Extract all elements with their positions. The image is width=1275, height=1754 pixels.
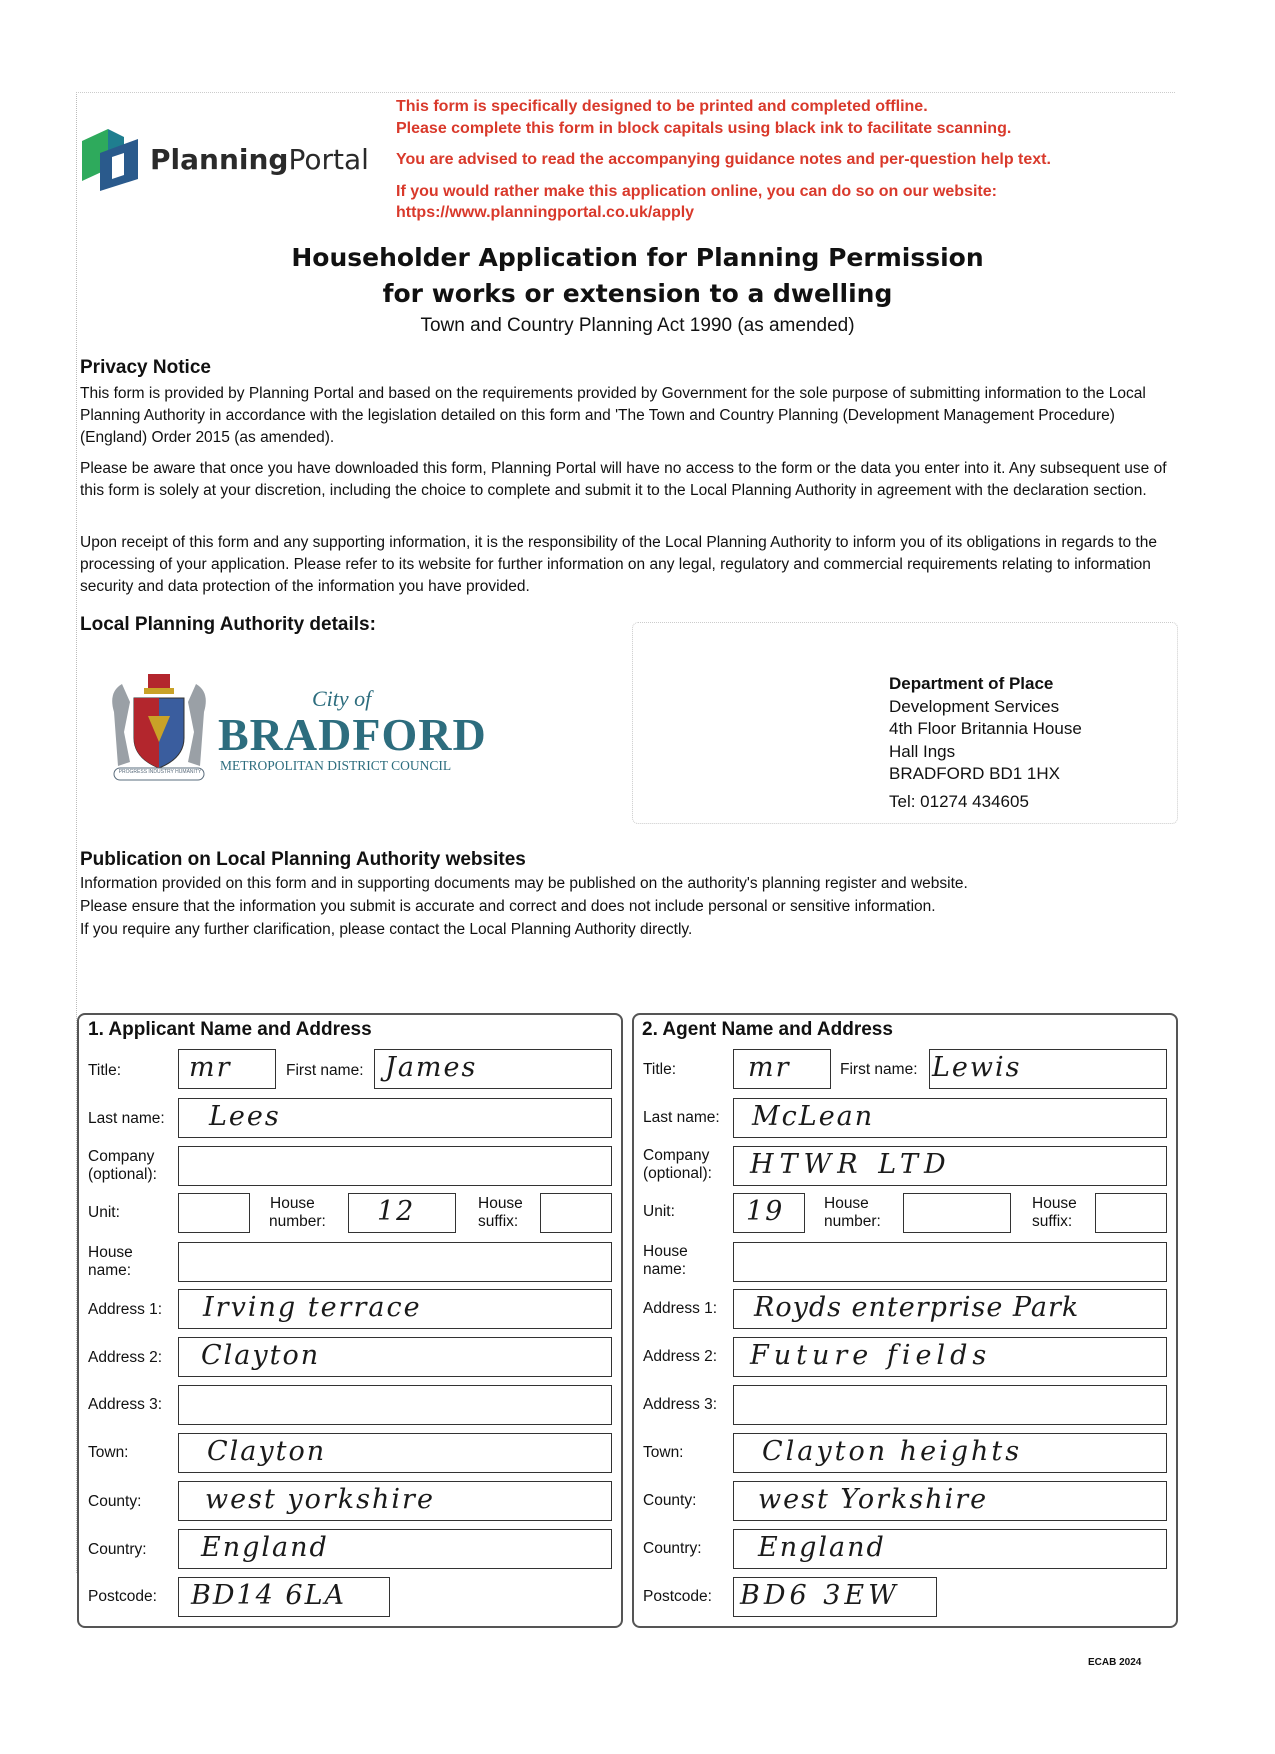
- agent-town-field[interactable]: Clayton heights: [733, 1433, 1167, 1473]
- label-address3: Address 3:: [643, 1396, 718, 1413]
- label-county: County:: [643, 1492, 697, 1509]
- label-address2: Address 2:: [643, 1348, 718, 1365]
- label-address2: Address 2:: [88, 1349, 163, 1366]
- agent-company-field[interactable]: HTWR LTD: [733, 1146, 1167, 1186]
- label-address3: Address 3:: [88, 1396, 163, 1413]
- label-title: Title:: [88, 1062, 122, 1079]
- planning-portal-wordmark: PlanningPortal: [150, 143, 369, 176]
- agent-house-suffix-field[interactable]: [1095, 1193, 1167, 1233]
- lpa-address-line: BRADFORD BD1 1HX: [889, 764, 1060, 783]
- label-town: Town:: [88, 1444, 129, 1461]
- privacy-paragraph-3: Upon receipt of this form and any supporting information, it is the responsibility of the Local Planning Authority to inform you of its obligations in regards to the processing of your application. Please refer to its website for further information on any legal, regulatory and commercial requirements relating to information security and data protection of the information you have provided.: [80, 534, 1157, 595]
- agent-address2-field[interactable]: Future fields: [733, 1337, 1167, 1377]
- planning-portal-logo-icon: [78, 127, 142, 193]
- crest-motto: PROGRESS INDUSTRY HUMANITY: [118, 769, 202, 775]
- label-last-name: Last name:: [88, 1110, 165, 1127]
- label-country: Country:: [88, 1541, 147, 1558]
- label-town: Town:: [643, 1444, 684, 1461]
- applicant-address3-field[interactable]: [178, 1385, 612, 1425]
- applicant-title-field[interactable]: mr: [178, 1049, 276, 1089]
- label-unit: Unit:: [88, 1204, 120, 1221]
- label-postcode: Postcode:: [88, 1588, 157, 1605]
- agent-country-field[interactable]: England: [733, 1529, 1167, 1569]
- label-house-suffix: House suffix:: [1032, 1195, 1077, 1230]
- agent-address3-field[interactable]: [733, 1385, 1167, 1425]
- privacy-paragraph-2: Please be aware that once you have downloaded this form, Planning Portal will have no access to the form or the data you enter into it. Any subsequent use of this form is solely at your discretion, including the choice to complete and submit it to the Local Planning Authority in agreement with the declaration section.: [80, 460, 1167, 499]
- label-company: Company (optional):: [643, 1147, 712, 1182]
- privacy-heading: Privacy Notice: [80, 357, 211, 378]
- label-first-name: First name:: [840, 1061, 918, 1078]
- notice-url[interactable]: https://www.planningportal.co.uk/apply: [396, 204, 695, 221]
- publication-line: Please ensure that the information you submit is accurate and correct and does not include personal or sensitive information.: [80, 898, 936, 915]
- applicant-heading: 1. Applicant Name and Address: [88, 1019, 372, 1040]
- label-house-number: House number:: [269, 1195, 326, 1230]
- label-unit: Unit:: [643, 1203, 675, 1220]
- label-last-name: Last name:: [643, 1109, 720, 1126]
- publication-line: Information provided on this form and in supporting documents may be published on the authority's planning register and website.: [80, 875, 968, 892]
- agent-first-name-field[interactable]: Lewis: [929, 1049, 1167, 1089]
- agent-address1-field[interactable]: Royds enterprise Park: [733, 1289, 1167, 1329]
- agent-house-name-field[interactable]: [733, 1242, 1167, 1282]
- lpa-heading: Local Planning Authority details:: [80, 614, 376, 635]
- form-title-line2: for works or extension to a dwelling: [382, 279, 893, 308]
- notice-online: If you would rather make this application online, you can do so on our website:: [396, 183, 997, 200]
- agent-heading: 2. Agent Name and Address: [642, 1019, 893, 1040]
- council-subtitle: METROPOLITAN DISTRICT COUNCIL: [220, 758, 452, 773]
- applicant-last-name-field[interactable]: Lees: [178, 1098, 612, 1138]
- label-house-name: House name:: [88, 1244, 133, 1279]
- label-address1: Address 1:: [643, 1300, 718, 1317]
- form-act: Town and Country Planning Act 1990 (as amended): [420, 315, 855, 336]
- label-house-name: House name:: [643, 1243, 688, 1278]
- bradford-crest-icon: [104, 672, 214, 784]
- applicant-country-field[interactable]: England: [178, 1529, 612, 1569]
- label-postcode: Postcode:: [643, 1588, 712, 1605]
- label-title: Title:: [643, 1061, 677, 1078]
- agent-house-number-field[interactable]: [903, 1193, 1011, 1233]
- agent-unit-field[interactable]: 19: [733, 1193, 805, 1233]
- lpa-address-line: Hall Ings: [889, 742, 956, 761]
- council-name: BRADFORD: [218, 709, 487, 760]
- lpa-telephone: Tel: 01274 434605: [889, 792, 1029, 811]
- agent-postcode-field[interactable]: BD6 3EW: [733, 1577, 937, 1617]
- applicant-unit-field[interactable]: [178, 1193, 250, 1233]
- lpa-address-line: 4th Floor Britannia House: [889, 719, 1082, 738]
- applicant-town-field[interactable]: Clayton: [178, 1433, 612, 1473]
- privacy-paragraph-1: This form is provided by Planning Portal and based on the requirements provided by Government for the sole purpose of submitting information to the Local Planning Authority in accordance with the legislation detailed on this form and 'The Town and Country Planning (Development Management Procedure) (England) Order 2015 (as amended).: [80, 385, 1146, 446]
- applicant-address1-field[interactable]: Irving terrace: [178, 1289, 612, 1329]
- lpa-address-line: Development Services: [889, 697, 1060, 716]
- applicant-house-suffix-field[interactable]: [540, 1193, 612, 1233]
- label-address1: Address 1:: [88, 1301, 163, 1318]
- applicant-postcode-field[interactable]: BD14 6LA: [178, 1577, 390, 1617]
- label-house-number: House number:: [824, 1195, 881, 1230]
- publication-heading: Publication on Local Planning Authority websites: [80, 849, 526, 870]
- label-country: Country:: [643, 1540, 702, 1557]
- applicant-house-name-field[interactable]: [178, 1242, 612, 1282]
- applicant-house-number-field[interactable]: 12: [348, 1193, 456, 1233]
- agent-title-field[interactable]: mr: [733, 1049, 831, 1089]
- form-title-line1: Householder Application for Planning Permission: [291, 243, 984, 272]
- notice-block-capitals: Please complete this form in block capitals using black ink to facilitate scanning.: [396, 120, 1012, 137]
- publication-line: If you require any further clarification, please contact the Local Planning Authority directly.: [80, 921, 693, 938]
- label-house-suffix: House suffix:: [478, 1195, 523, 1230]
- agent-last-name-field[interactable]: McLean: [733, 1098, 1167, 1138]
- label-county: County:: [88, 1493, 142, 1510]
- lpa-department: Department of Place: [889, 674, 1054, 693]
- notice-guidance: You are advised to read the accompanying guidance notes and per-question help text.: [396, 151, 1051, 168]
- council-city-of: City of: [312, 686, 372, 711]
- form-code: ECAB 2024: [1088, 1657, 1142, 1668]
- label-company: Company (optional):: [88, 1148, 157, 1183]
- agent-county-field[interactable]: west Yorkshire: [733, 1481, 1167, 1521]
- label-first-name: First name:: [286, 1062, 364, 1079]
- notice-offline: This form is specifically designed to be printed and completed offline.: [396, 98, 928, 115]
- applicant-address2-field[interactable]: Clayton: [178, 1337, 612, 1377]
- applicant-county-field[interactable]: west yorkshire: [178, 1481, 612, 1521]
- applicant-first-name-field[interactable]: James: [374, 1049, 612, 1089]
- applicant-company-field[interactable]: [178, 1146, 612, 1186]
